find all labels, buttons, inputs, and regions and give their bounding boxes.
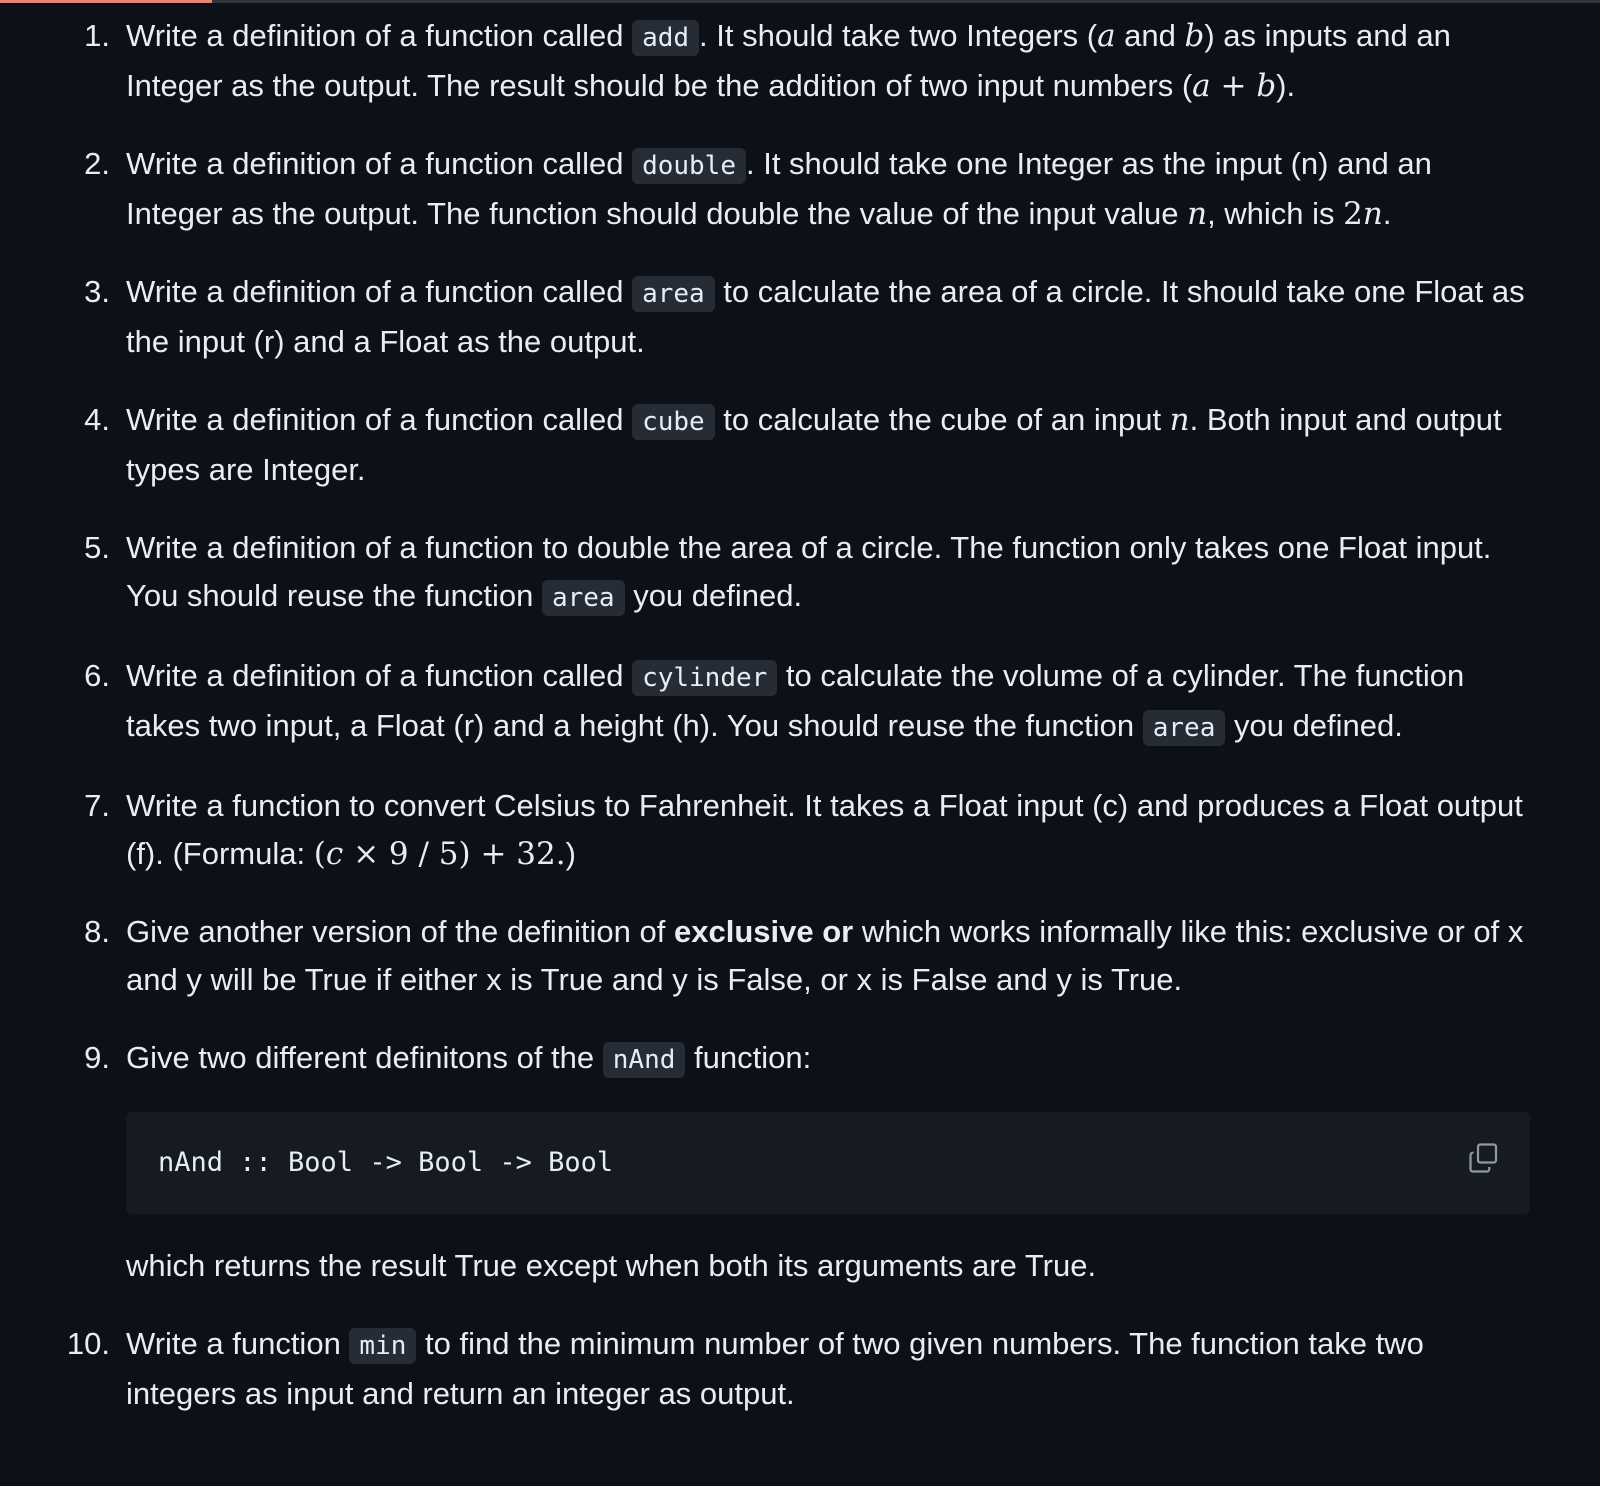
- math-var: c: [325, 836, 344, 872]
- math-var: n: [1362, 196, 1383, 232]
- item-text: Write a definition of a function to double the area of a circle. The function only takes one Float input. You should reuse the function area you defined.: [126, 530, 1491, 613]
- bold-term: exclusive or: [674, 914, 854, 949]
- list-item: [0, 396, 1600, 494]
- item-number: 8.: [84, 914, 110, 949]
- item-text: Write a definition of a function called area to calculate the area of a circle. It should take one Float as the input (r) and a Float as the output.: [126, 274, 1525, 359]
- inline-code: area: [632, 276, 715, 312]
- item-number: 1.: [84, 18, 110, 53]
- math-paren: (: [313, 836, 326, 872]
- item-text: Write a function to convert Celsius to Fahrenheit. It takes a Float input (c) and produces a Float output (f). (Formula: (c × 9 / 5) + 32.): [126, 788, 1523, 872]
- item-text: Write a definition of a function called cube to calculate the cube of an input n. Both input and output types are Integer.: [126, 402, 1502, 487]
- list-item: [0, 140, 1600, 238]
- item-text: Give two different definitons of the nAnd function:: [126, 1040, 811, 1075]
- list-item: [0, 12, 1600, 110]
- item-text: Write a function min to find the minimum number of two given numbers. The function take two integers as input and return an integer as output.: [126, 1326, 1424, 1411]
- list-item: [0, 524, 1600, 622]
- item-number: 10.: [66, 1326, 110, 1361]
- list-item: [0, 1034, 1600, 1290]
- item-number: 2.: [84, 146, 110, 181]
- inline-code: cylinder: [632, 660, 777, 696]
- exercise-list: [0, 12, 1600, 1448]
- math-expression: × 9 / 5) + 32.: [343, 836, 566, 872]
- inline-code: nAnd: [603, 1042, 686, 1078]
- math-number: 2: [1343, 196, 1363, 232]
- math-var: n: [1187, 196, 1208, 232]
- item-number: 9.: [84, 1040, 110, 1075]
- top-divider: [0, 0, 1600, 3]
- list-item: [0, 908, 1600, 1004]
- item-number: 6.: [84, 658, 110, 693]
- list-item: [0, 1320, 1600, 1418]
- top-accent-bar: [0, 0, 212, 3]
- item-text: Write a definition of a function called cylinder to calculate the volume of a cylinder. The function takes two input, a Float (r) and a height (h). You should reuse the function area you defined.: [126, 658, 1464, 743]
- item-text: Write a definition of a function called double . It should take one Integer as the input (n) and an Integer as the output. The function should double the value of the input value n, which is 2n.: [126, 146, 1432, 232]
- item-text: Write a definition of a function called add . It should take two Integers (a and b) as inputs and an Integer as the output. The result should be the addition of two input numbers (a + b).: [126, 18, 1451, 104]
- list-item: [0, 782, 1600, 878]
- item-number: 4.: [84, 402, 110, 437]
- item-number: 3.: [84, 274, 110, 309]
- inline-code: double: [632, 148, 746, 184]
- math-var: n: [1169, 402, 1190, 438]
- list-item: [0, 652, 1600, 752]
- item-number: 7.: [84, 788, 110, 823]
- list-item: [0, 268, 1600, 366]
- inline-code: area: [1143, 710, 1226, 746]
- item-text: Give another version of the definition of exclusive or which works informally like this: exclusive or of x and y will be True if either x is True and y is False, or x is False and y is True.: [126, 914, 1524, 997]
- inline-code: add: [632, 20, 699, 56]
- inline-code: min: [349, 1328, 416, 1364]
- item-number: 5.: [84, 530, 110, 565]
- copy-icon[interactable]: [1466, 1140, 1502, 1176]
- inline-code: area: [542, 580, 625, 616]
- code-block-content[interactable]: nAnd :: Bool -> Bool -> Bool: [158, 1147, 614, 1178]
- math-var: a: [1097, 18, 1116, 54]
- inline-code: cube: [632, 404, 715, 440]
- item-followup-text: which returns the result True except when both its arguments are True.: [126, 1248, 1097, 1283]
- code-block: [126, 1112, 1530, 1214]
- math-var: b: [1184, 18, 1205, 54]
- math-expression: a + b: [1192, 68, 1277, 104]
